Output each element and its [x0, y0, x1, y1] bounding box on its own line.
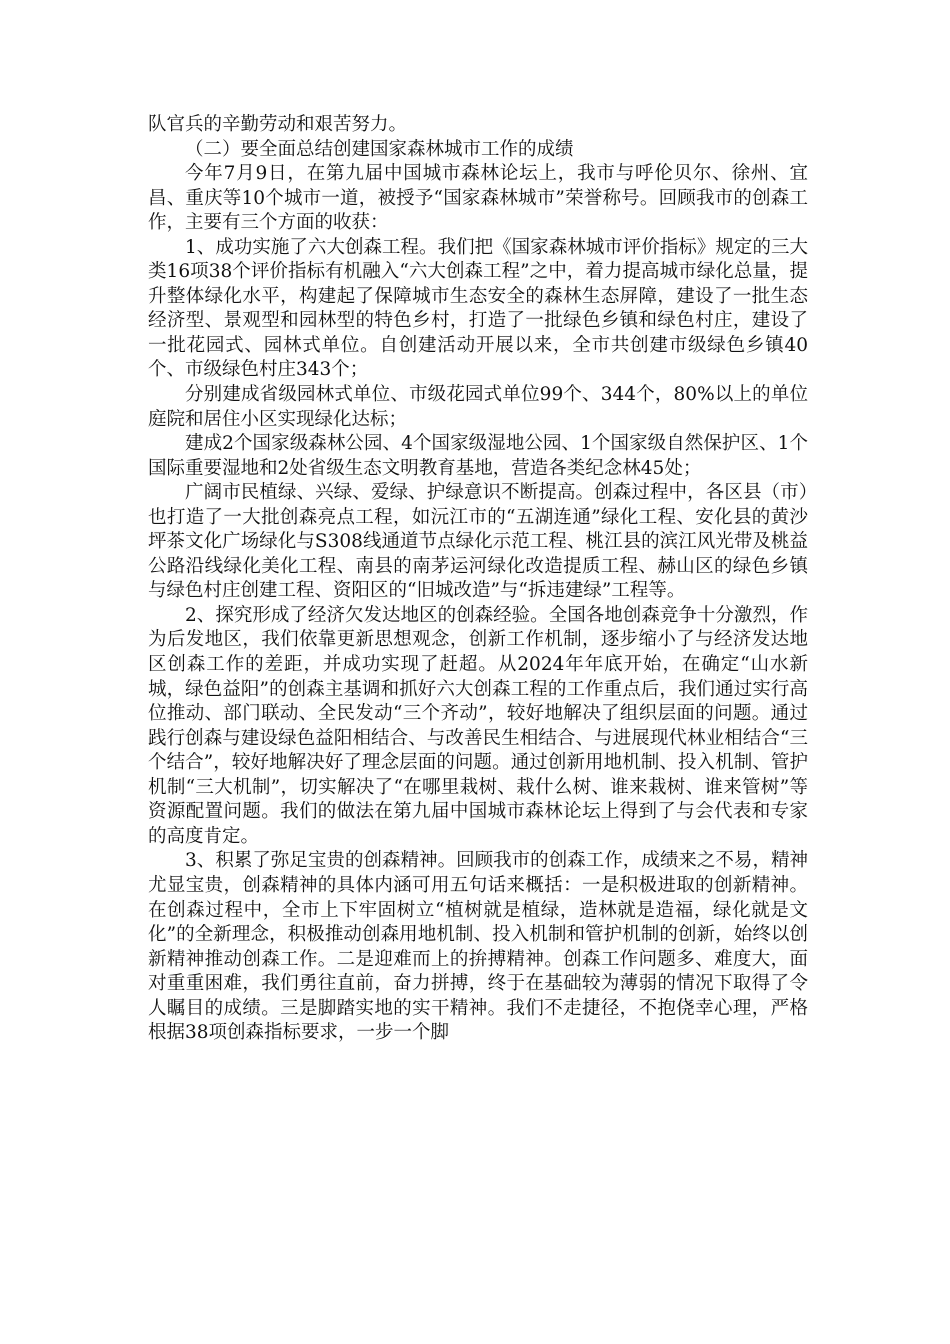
paragraph: 广阔市民植绿、兴绿、爱绿、护绿意识不断提高。创森过程中，各区县（市）也打造了一大批创森亮点工程，如沅江市的“五湖连通”绿化工程、安化县的黄沙坪茶文化广场绿化与S308线通道节点绿化示范工程、桃江县的滨江风光带及桃益公路沿线绿化美化工程、南县的南茅运河绿化改造提质工程、赫山区的绿色乡镇与绿色村庄创建工程、资阳区的“旧城改造”与“拆违建绿”工程等。	[148, 482, 808, 602]
paragraph: 分别建成省级园林式单位、市级花园式单位99个、344个，80%以上的单位庭院和居住小区实现绿化达标；	[148, 384, 808, 430]
paragraph: 建成2个国家级森林公园、4个国家级湿地公园、1个国家级自然保护区、1个国际重要湿地和2处省级生态文明教育基地，营造各类纪念林45处；	[148, 433, 808, 479]
paragraph: 3、积累了弥足宝贵的创森精神。回顾我市的创森工作，成绩来之不易，精神尤显宝贵，创森精神的具体内涵可用五句话来概括：一是积极进取的创新精神。在创森过程中，全市上下牢固树立“植树就是植绿，造林就是造福，绿化就是文化”的全新理念，积极推动创森用地机制、投入机制和管护机制的创新，始终以创新精神推动创森工作。二是迎难而上的拚搏精神。创森工作问题多、难度大，面对重重困难，我们勇往直前，奋力拼搏，终于在基础较为薄弱的情况下取得了令人瞩目的成绩。三是脚踏实地的实干精神。我们不走捷径，不抱侥幸心理，严格根据38项创森指标要求，一步一个脚	[148, 850, 808, 1044]
section-heading: （二）要全面总结创建国家森林城市工作的成绩	[185, 138, 574, 160]
document-body	[148, 113, 808, 1046]
paragraph-continuation: 队官兵的辛勤劳动和艰苦努力。	[148, 114, 408, 135]
paragraph: 1、成功实施了六大创森工程。我们把《国家森林城市评价指标》规定的三大类16项38个评价指标有机融入“六大创森工程”之中，着力提高城市绿化总量，提升整体绿化水平，构建起了保障城市生态安全的森林生态屏障，建设了一批生态经济型、景观型和园林型的特色乡村，打造了一批绿色乡镇和绿色村庄，建设了一批花园式、园林式单位。自创建活动开展以来，全市共创建市级绿色乡镇40个、市级绿色村庄343个；	[148, 236, 808, 381]
paragraph: 今年7月9日，在第九届中国城市森林论坛上，我市与呼伦贝尔、徐州、宜昌、重庆等10个城市一道，被授予“国家森林城市”荣誉称号。回顾我市的创森工作，主要有三个方面的收获：	[148, 163, 808, 234]
paragraph: 2、探究形成了经济欠发达地区的创森经验。全国各地创森竞争十分激烈，作为后发地区，我们依靠更新思想观念，创新工作机制，逐步缩小了与经济发达地区创森工作的差距，并成功实现了赶超。从2024年年底开始，在确定“山水新城，绿色益阳”的创森主基调和抓好六大创森工程的工作重点后，我们通过实行高位推动、部门联动、全民发动“三个齐动”，较好地解决了组织层面的问题。通过践行创森与建设绿色益阳相结合、与改善民生相结合、与进展现代林业相结合“三个结合”，较好地解决好了理念层面的问题。通过创新用地机制、投入机制、管护机制“三大机制”，切实解决了“在哪里栽树、栽什么树、谁来栽树、谁来管树”等资源配置问题。我们的做法在第九届中国城市森林论坛上得到了与会代表和专家的高度肯定。	[148, 604, 808, 847]
